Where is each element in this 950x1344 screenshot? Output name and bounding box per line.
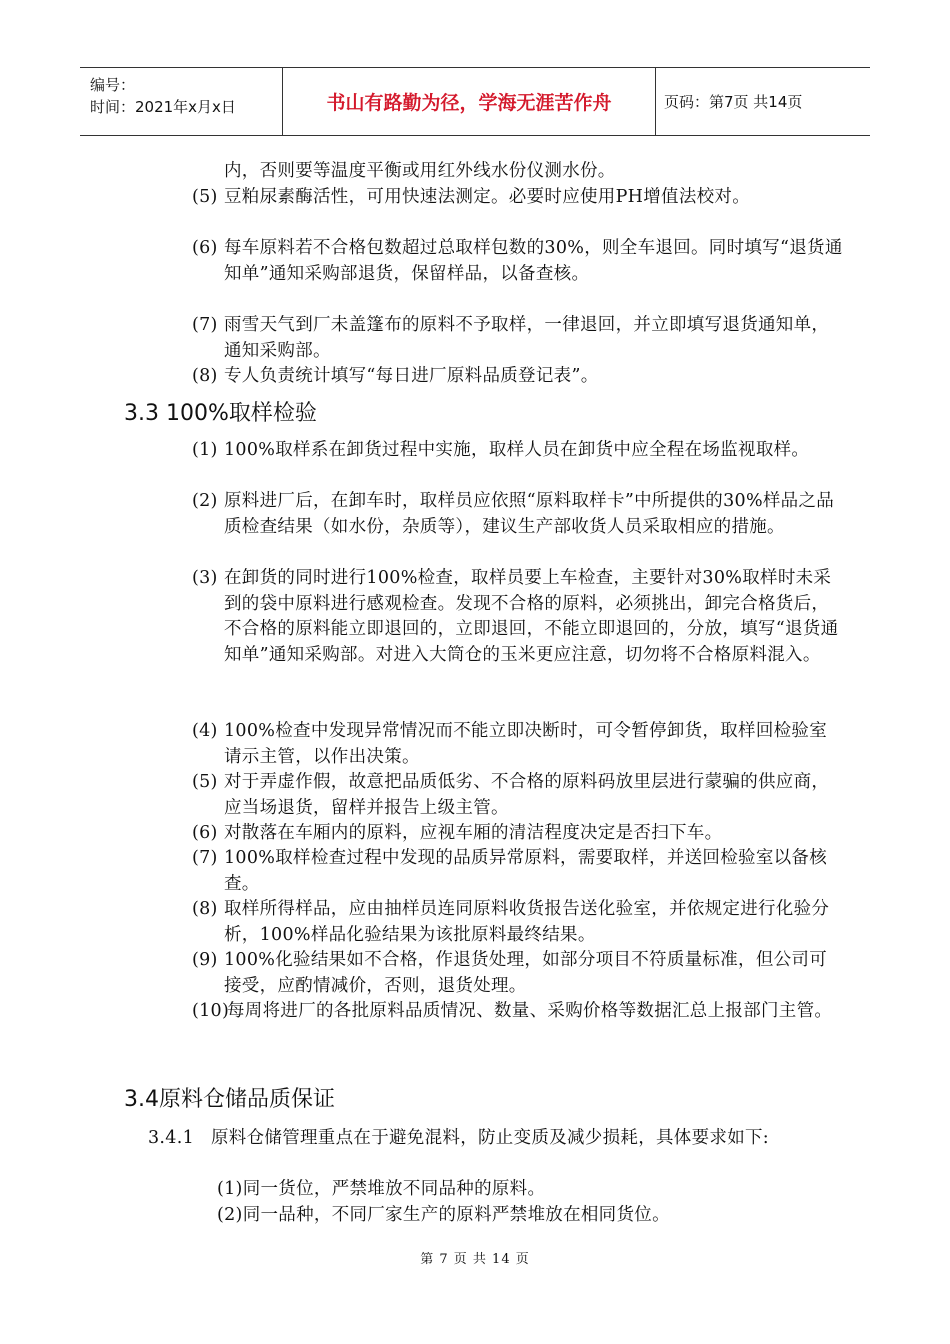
list-item-text: 豆粕尿素酶活性，可用快速法测定。必要时应使用PH增值法校对。 xyxy=(224,187,751,207)
list-item xyxy=(192,489,844,540)
list-item xyxy=(192,236,844,287)
header-page-number: 页码：第7页 共14页 xyxy=(664,93,803,111)
list-item-number: (6) xyxy=(192,823,218,843)
list-item-text: 每周将进厂的各批原料品质情况、数量、采购价格等数据汇总上报部门主管。 xyxy=(227,1001,833,1021)
list-item-text: 取样所得样品，应由抽样员连同原料收货报告送化验室，并依规定进行化验分析，100%样品化验结果为该批原料最终结果。 xyxy=(224,899,830,945)
list-item-text: 专人负责统计填写“每日进厂原料品质登记表”。 xyxy=(224,366,599,386)
list-item xyxy=(192,948,844,999)
subsection-3-4-1 xyxy=(148,1126,838,1152)
list-item xyxy=(192,770,844,821)
header-meta xyxy=(80,68,283,135)
list-item-number: (2) xyxy=(192,491,218,511)
list-item-number: (7) xyxy=(192,848,218,868)
continued-paragraph: 内，否则要等温度平衡或用红外线水份仪测水份。 xyxy=(224,161,616,181)
list-item xyxy=(192,719,844,770)
page-footer: 第 7 页 共 14 页 xyxy=(420,1252,530,1267)
header-motto: 书山有路勤为径，学海无涯苦作舟 xyxy=(283,68,656,135)
section-heading-3-4: 3.4原料仓储品质保证 xyxy=(124,1087,335,1112)
list-item xyxy=(192,897,844,948)
list-item-text: 对散落在车厢内的原料，应视车厢的清洁程度决定是否扫下车。 xyxy=(224,823,723,843)
list-item-number: (1) xyxy=(192,440,218,460)
list-item-number: (8) xyxy=(192,899,218,919)
list-item-number: (10) xyxy=(192,1001,230,1021)
list-item-number: (8) xyxy=(192,366,218,386)
list-item-text: 100%取样系在卸货过程中实施，取样人员在卸货中应全程在场监视取样。 xyxy=(224,440,810,460)
section-heading-3-3: 3.3 100%取样检验 xyxy=(124,401,317,426)
list-item-number: (6) xyxy=(192,238,218,258)
list-item-number: (7) xyxy=(192,315,218,335)
page-header xyxy=(80,67,870,136)
list-item xyxy=(192,566,844,668)
list-item-text: 在卸货的同时进行100%检查，取样员要上车检查，主要针对30%取样时未采到的袋中原料进行感观检查。发现不合格的原料，必须挑出，卸完合格货后，不合格的原料能立即退回的，立即退回，不能立即退回的，分放，填写“退货通知单”通知采购部。对进入大筒仓的玉米更应注意，切勿将不合格原料混入。 xyxy=(224,568,839,665)
list-item-number: (5) xyxy=(192,187,218,207)
document-number-label: 编号： xyxy=(90,76,136,94)
list-item: (1)同一货位，严禁堆放不同品种的原料。 xyxy=(217,1179,546,1199)
list-item-number: (9) xyxy=(192,950,218,970)
subsection-text: 原料仓储管理重点在于避免混料，防止变质及减少损耗，具体要求如下: xyxy=(211,1128,769,1148)
list-item xyxy=(192,313,844,364)
list-item-text: 每车原料若不合格包数超过总取样包数的30%，则全车退回。同时填写“退货通知单”通知采购部退货，保留样品，以备查核。 xyxy=(224,238,843,284)
document-date-label: 时间：2021年x月x日 xyxy=(90,98,236,116)
list-item xyxy=(192,185,844,211)
subsection-number: 3.4.1 xyxy=(148,1128,195,1148)
list-item-text: 100%检查中发现异常情况而不能立即决断时，可令暂停卸货，取样回检验室请示主管，以作出决策。 xyxy=(224,721,828,767)
list-item xyxy=(192,999,844,1025)
list-item-number: (4) xyxy=(192,721,218,741)
list-item xyxy=(192,438,844,464)
list-item-text: 原料进厂后，在卸车时，取样员应依照“原料取样卡”中所提供的30%样品之品质检查结果（如水份，杂质等），建议生产部收货人员采取相应的措施。 xyxy=(224,491,835,537)
list-item xyxy=(192,821,844,847)
list-item xyxy=(192,846,844,897)
list-item-text: 100%化验结果如不合格，作退货处理，如部分项目不符质量标准，但公司可接受，应酌情减价，否则，退货处理。 xyxy=(224,950,828,996)
list-item: (2)同一品种，不同厂家生产的原料严禁堆放在相同货位。 xyxy=(217,1205,670,1225)
list-item-number: (5) xyxy=(192,772,218,792)
list-item xyxy=(192,364,844,390)
list-item-number: (3) xyxy=(192,568,218,588)
list-item-text: 雨雪天气到厂未盖篷布的原料不予取样，一律退回，并立即填写退货通知单，通知采购部。 xyxy=(224,315,830,361)
list-item-text: 100%取样检查过程中发现的品质异常原料，需要取样，并送回检验室以备核查。 xyxy=(224,848,828,894)
list-item-text: 对于弄虚作假，故意把品质低劣、不合格的原料码放里层进行蒙骗的供应商，应当场退货，留样并报告上级主管。 xyxy=(224,772,830,818)
